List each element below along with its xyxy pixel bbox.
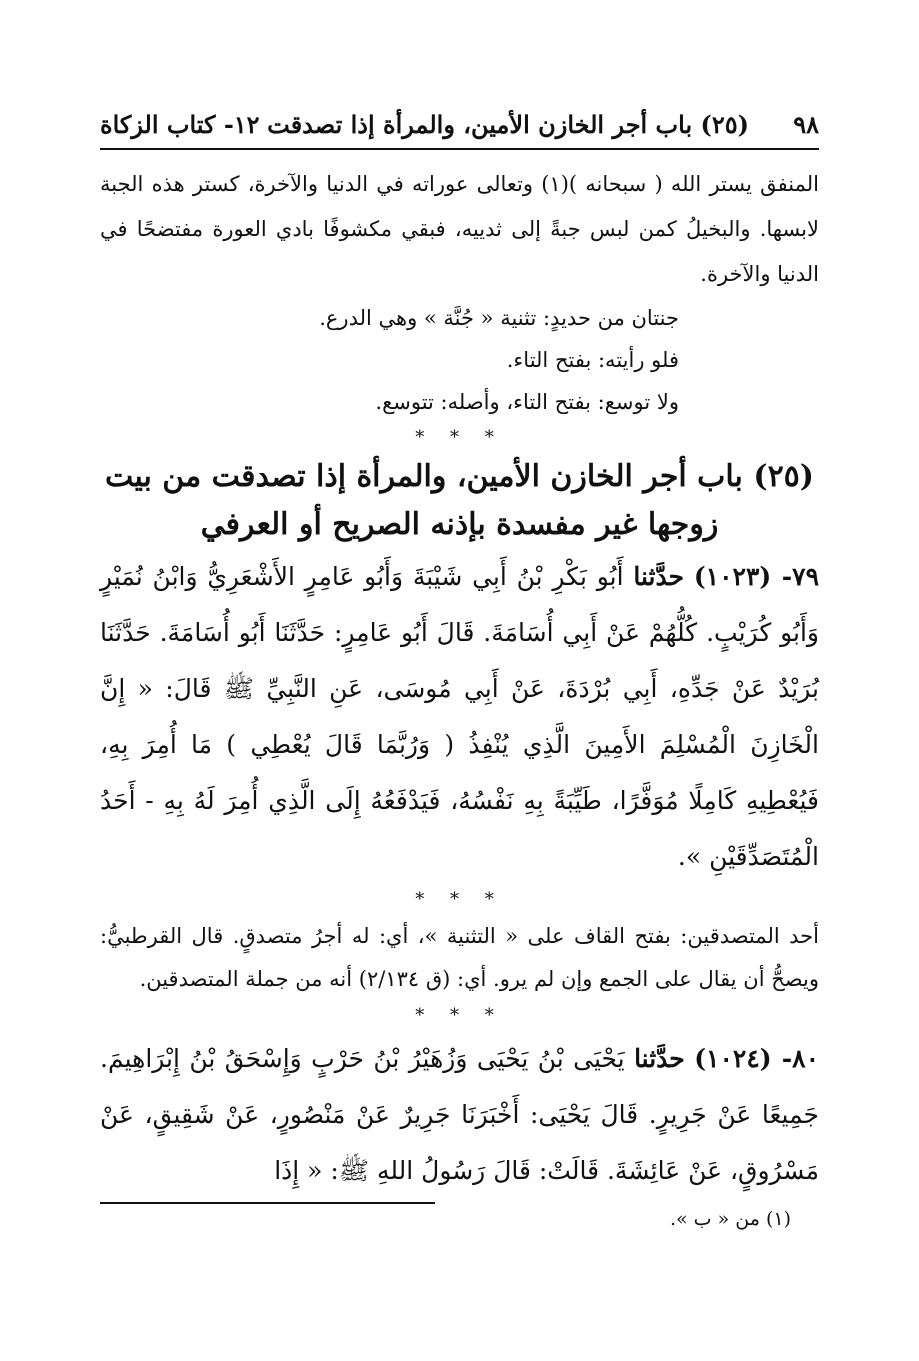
running-header <box>100 100 819 150</box>
section-separator: * * * <box>415 427 504 448</box>
hadith-text: أَبُو بَكْرِ بْنُ أَبِي شَيْبَةَ وَأَبُو عَامِرٍ الأَشْعَرِيُّ وَابْنُ نُمَيْرٍ وَأَبُو كُرَيْبٍ. كُلُّهُمْ عَنْ أَبِي أُسَامَةَ. قَالَ أَبُو عَامِرٍ: حَدَّثَنَا أَبُو أُسَامَةَ. حَدَّثَنَا بُرَيْدٌ عَنْ جَدِّهِ، أَبِي بُرْدَةَ، عَنْ أَبِي مُوسَى، عَنِ النَّبِيِّ ﷺ قَالَ: « إِنَّ الْخَازِنَ الْمُسْلِمَ الأَمِينَ الَّذِي يُنْفِذُ ( وَرُبَّمَا قَالَ يُعْطِي ) مَا أُمِرَ بِهِ، فَيُعْطِيهِ كَامِلًا مُوَفَّرًا، طَيِّبَةً بِهِ نَفْسُهُ، فَيَدْفَعُهُ إِلَى الَّذِي أُمِرَ لَهُ بِهِ - أَحَدُ الْمُتَصَدِّقَيْنِ ». <box>100 562 819 871</box>
hadith-opening: حدَّثنا <box>634 1044 685 1073</box>
page-number: ٩٨ <box>793 109 819 139</box>
hadith-number: ٨٠- (١٠٢٤) <box>694 1044 819 1073</box>
gloss-line: ولا توسع: بفتح التاء، وأصله: تتوسع. <box>375 390 679 414</box>
page-body <box>100 160 819 1199</box>
gloss-line: جنتان من حديدٍ: تثنية « جُنَّة » وهي الدرع. <box>319 306 679 330</box>
hadith-text: يَحْيَى بْنُ يَحْيَى وَزُهَيْرُ بْنُ حَرْبٍ وَإِسْحَقُ بْنُ إِبْرَاهِيمَ. جَمِيعًا عَنْ جَرِيرٍ. قَالَ يَحْيَى: أَخْبَرَنَا جَرِيرٌ عَنْ مَنْصُورٍ، عَنْ شَقِيقٍ، عَنْ مَسْرُوقٍ، عَنْ عَائِشَةَ. قَالَتْ: قَالَ رَسُولُ اللهِ ﷺ: « إِذَا <box>100 1044 819 1185</box>
section-separator: * * * <box>415 889 504 910</box>
hadith-79 <box>100 549 819 885</box>
footnote: (١) من « ب ». <box>669 1208 791 1230</box>
running-chapter-title: (٢٥) باب أجر الخازن الأمين، والمرأة إذا تصدقت <box>267 109 749 139</box>
hadith-number: ٧٩- (١٠٢٣) <box>693 562 819 591</box>
chapter-heading: (٢٥) باب أجر الخازن الأمين، والمرأة إذا تصدقت من بيت زوجها غير مفسدة بإذنه الصريح أو العرفي <box>104 459 814 542</box>
section-separator: * * * <box>415 1005 504 1026</box>
running-book-title: ١٢- كتاب الزكاة <box>100 109 260 139</box>
hadith-80 <box>100 1031 819 1199</box>
footnote-rule <box>100 1202 435 1204</box>
hadith-opening: حدَّثنا <box>633 562 685 591</box>
commentary-paragraph: المنفق يستر الله ( سبحانه )(١) وتعالى عوراته في الدنيا والآخرة، كستر هذه الجبة لابسها. والبخيلُ كمن لبس جبةً إلى ثدييه، فبقي مكشوفًا بادي العورة مفتضحًا في الدنيا والآخرة. <box>100 172 819 286</box>
gloss-line: فلو رأيته: بفتح التاء. <box>506 348 679 372</box>
hadith-commentary: أحد المتصدقين: بفتح القاف على « التثنية »، أي: له أجرُ متصدقٍ. قال القرطبيُّ: ويصحُّ أن يقال على الجمع وإن لم يرو. أي: (ق ٢/١٣٤) أنه من جملة المتصدقين. <box>100 924 819 991</box>
